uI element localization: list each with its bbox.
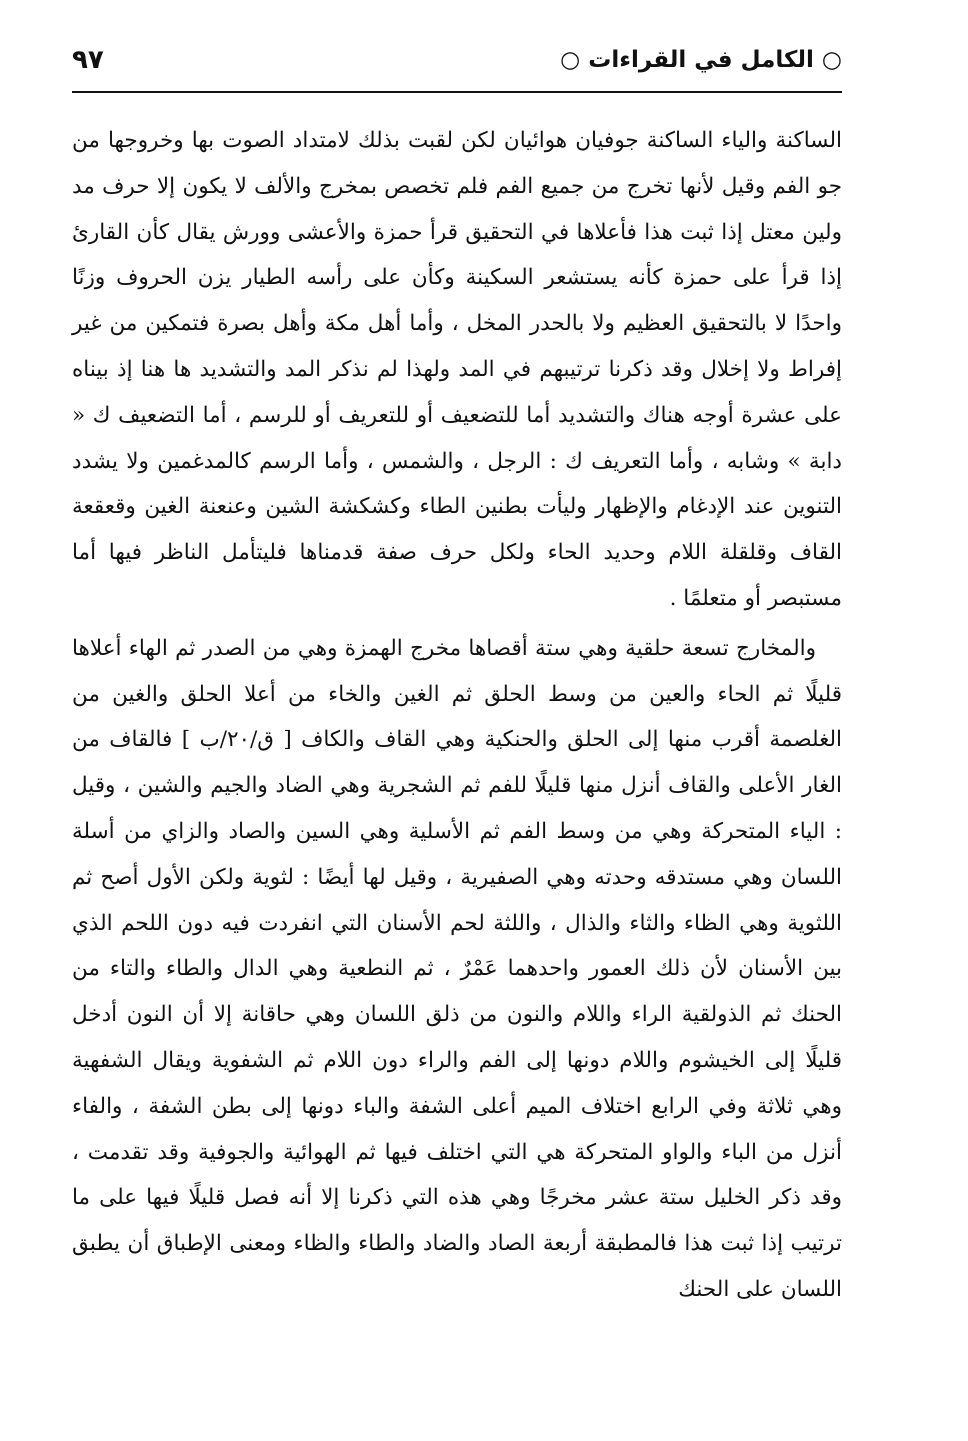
page-number: ٩٧	[72, 45, 104, 75]
body-text	[72, 118, 842, 1313]
paragraph-1: الساكنة والياء الساكنة جوفيان هوائيان لكن لقبت بذلك لامتداد الصوت بها وخروجها من جو الفم وقيل لأنها تخرج من جميع الفم فلم تخصص بمخرج والألف لا يكون إلا حرف مد ولين معتل إذا ثبت هذا فأعلاها في التحقيق قرأ حمزة والأعشى وورش يقال كأن القارئ إذا قرأ على حمزة كأنه يستشعر السكينة وكأن على رأسه الطيار يزن الحروف وزنًا واحدًا لا بالتحقيق العظيم ولا بالحدر المخل ، وأما أهل مكة وأهل بصرة فتمكين من غير إفراط ولا إخلال وقد ذكرنا ترتيبهم في المد ولهذا لم نذكر المد والتشديد ها هنا إذ بيناه على عشرة أوجه هناك والتشديد أما للتضعيف أو للتعريف أو للرسم ، أما التضعيف ك « دابة » وشابه ، وأما التعريف ك : الرجل ، والشمس ، وأما الرسم كالمدغمين ولا يشدد التنوين عند الإدغام والإظهار وليأت بطنين الطاء وكشكشة الشين وعنعنة الغين وقعقعة القاف وقلقلة اللام وحديد الحاء ولكل حرف صفة قدمناها فليتأمل الناظر فيها أما مستبصر أو متعلمًا .	[72, 128, 842, 611]
paragraph-2: والمخارج تسعة حلقية وهي ستة أقصاها مخرج الهمزة وهي من الصدر ثم الهاء أعلاها قليلًا ثم الحاء والعين من وسط الحلق ثم الغين والخاء من أعلا الحلق والغين من الغلصمة أقرب منها إلى الحلق والحنكية وهي القاف والكاف [ ق/٢٠/ب ] فالقاف من الغار الأعلى والقاف أنزل منها قليلًا للفم ثم الشجرية وهي الضاد والجيم والشين ، وقيل : الياء المتحركة وهي من وسط الفم ثم الأسلية وهي السين والصاد والزاي من أسلة اللسان وهي مستدقه وحدته وهي الصفيرية ، وقيل لها أيضًا : لثوية ولكن الأول أصح ثم اللثوية وهي الظاء والثاء والذال ، واللثة لحم الأسنان التي انفردت فيه دون اللحم الذي بين الأسنان لأن ذلك العمور واحدهما عَمْرٌ ، ثم النطعية وهي الدال والطاء والتاء من الحنك ثم الذولقية الراء واللام والنون من ذلق اللسان وهي حاقانة إلا أن النون أدخل قليلًا إلى الخيشوم واللام دونها إلى الفم والراء دون اللام ثم الشفوية ويقال الشفهية وهي ثلاثة وفي الرابع اختلاف الميم أعلى الشفة والباء دونها إلى بطن الشفة ، والفاء أنزل من الباء والواو المتحركة هي التي اختلف فيها ثم الهوائية والجوفية وقد تقدمت ، وقد ذكر الخليل ستة عشر مخرجًا وهي هذه التي ذكرنا إلا أنه فصل قليلًا فيها على ما ترتيب إذا ثبت هذا فالمطبقة أربعة الصاد والضاد والطاء والظاء ومعنى الإطباق أن يطبق اللسان على الحنك	[72, 635, 842, 1302]
page-header	[72, 42, 842, 90]
running-title: ○ الكامل في القراءات ○	[560, 47, 842, 73]
header-rule	[72, 91, 842, 93]
